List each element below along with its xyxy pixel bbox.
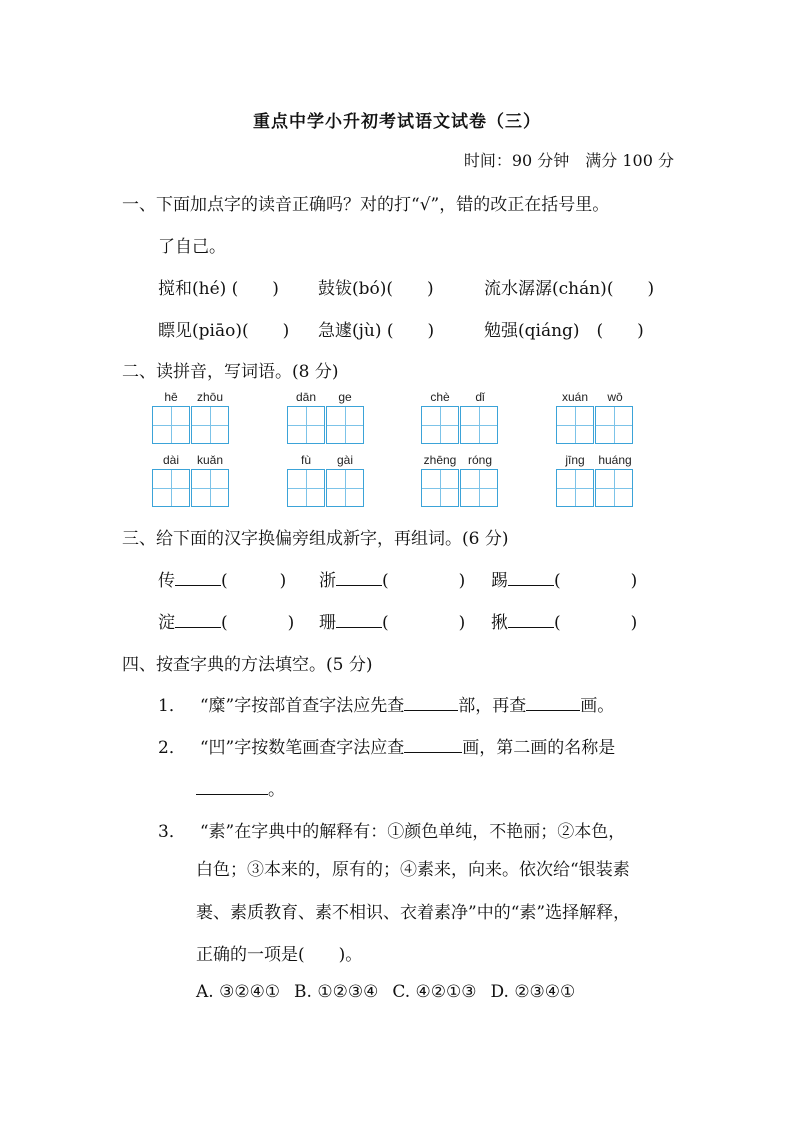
writing-box[interactable] xyxy=(421,406,459,444)
pinyin: zhēng xyxy=(423,453,457,467)
q4-item-3-line3: 裹、素质教育、素不相识、衣着素净”中的“素”选择解释， xyxy=(196,903,631,923)
q4-item-3-line4: 正确的一项是( )。 xyxy=(196,945,363,965)
writing-box[interactable] xyxy=(421,469,459,507)
q1-item-5: 急遽(jù) ( ) xyxy=(318,321,435,341)
pinyin: jīng xyxy=(565,453,585,467)
writing-box[interactable] xyxy=(460,406,498,444)
writing-box[interactable] xyxy=(152,469,190,507)
writing-box[interactable] xyxy=(287,469,325,507)
q2-heading: 二、读拼音，写词语。(8 分) xyxy=(122,362,339,382)
pinyin: fù xyxy=(300,453,311,467)
pinyin: huáng xyxy=(598,453,632,467)
item-number: 3． xyxy=(158,822,186,842)
answer-blank[interactable] xyxy=(175,613,221,628)
pinyin: ge xyxy=(338,390,352,404)
q3-item: 传 ( ) xyxy=(158,571,287,591)
item-text: “糜”字按部首查字法应先查 xyxy=(199,696,405,716)
answer-blank[interactable] xyxy=(175,571,221,586)
writing-box[interactable] xyxy=(152,406,190,444)
pinyin: kuǎn xyxy=(196,453,224,467)
answer-blank[interactable] xyxy=(404,696,458,711)
q3-heading: 三、给下面的汉字换偏旁组成新字，再组词。(6 分) xyxy=(122,529,509,549)
writing-box[interactable] xyxy=(287,406,325,444)
pinyin: dān xyxy=(295,390,317,404)
item-text: 部，再查 xyxy=(458,696,527,716)
answer-blank[interactable] xyxy=(336,613,382,628)
answer-blank[interactable] xyxy=(508,571,554,586)
q3-char: 踢 xyxy=(491,571,508,591)
answer-blank[interactable] xyxy=(336,571,382,586)
q3-item: 揪 ( ) xyxy=(491,613,638,633)
item-text: “素”在字典中的解释有：①颜色单纯，不艳丽；②本色， xyxy=(199,822,626,842)
q1-heading: 一、下面加点字的读音正确吗？对的打“√”，错的改正在括号里。 xyxy=(122,195,610,215)
q1-item-6: 勉强(qiáng) ( ) xyxy=(484,321,644,341)
q4-item-2-cont xyxy=(196,775,285,800)
pinyin: xuán xyxy=(561,390,589,404)
q4-options xyxy=(196,982,575,1002)
writing-box[interactable] xyxy=(556,469,594,507)
answer-blank[interactable] xyxy=(404,738,462,753)
writing-box[interactable] xyxy=(595,469,633,507)
writing-box[interactable] xyxy=(326,469,364,507)
item-number: 1． xyxy=(158,696,186,716)
pinyin: dài xyxy=(162,453,179,467)
option-b[interactable]: B. ①②③④ xyxy=(294,982,379,1002)
q3-item: 踢 ( ) xyxy=(491,571,638,591)
answer-blank[interactable] xyxy=(196,780,268,795)
item-text: 画。 xyxy=(580,696,615,716)
pinyin: hē xyxy=(164,390,178,404)
writing-box[interactable] xyxy=(191,469,229,507)
q4-item-3-line2: 白色；③本来的，原有的；④素来，向来。依次给“银装素 xyxy=(196,860,630,880)
q4-item-1 xyxy=(158,691,614,716)
writing-box[interactable] xyxy=(595,406,633,444)
option-d[interactable]: D. ②③④① xyxy=(490,982,576,1002)
writing-box[interactable] xyxy=(460,469,498,507)
pinyin: gài xyxy=(336,453,353,467)
page-title: 重点中学小升初考试语文试卷（三） xyxy=(253,112,541,132)
answer-blank[interactable] xyxy=(508,613,554,628)
item-text: 画，第二画的名称是 xyxy=(462,738,616,758)
q1-item-2: 鼓钹(bó)( ) xyxy=(318,279,434,299)
q3-item: 珊 ( ) xyxy=(319,613,466,633)
pinyin: chè xyxy=(430,390,450,404)
option-a[interactable]: A. ③②④① xyxy=(196,982,281,1002)
q4-heading: 四、按查字典的方法填空。(5 分) xyxy=(122,655,373,675)
item-number: 2． xyxy=(158,738,186,758)
time-info: 时间：90 分钟 满分 100 分 xyxy=(463,151,674,170)
answer-blank[interactable] xyxy=(526,696,580,711)
q3-item: 淀 ( ) xyxy=(158,613,295,633)
item-text: 。 xyxy=(268,780,285,800)
pinyin: róng xyxy=(467,453,493,467)
pinyin: zhōu xyxy=(196,390,224,404)
q3-char: 珊 xyxy=(319,613,336,633)
q1-example: 了自己。 xyxy=(158,237,226,257)
pinyin: wō xyxy=(607,390,623,404)
q1-item-3: 流水潺潺(chán)( ) xyxy=(484,279,655,299)
q3-char: 浙 xyxy=(319,571,336,591)
item-text: “凹”字按数笔画查字法应查 xyxy=(199,738,405,758)
q3-char: 揪 xyxy=(491,613,508,633)
writing-box[interactable] xyxy=(326,406,364,444)
q3-char: 传 xyxy=(158,571,175,591)
writing-box[interactable] xyxy=(191,406,229,444)
option-c[interactable]: C. ④②①③ xyxy=(392,982,477,1002)
writing-box[interactable] xyxy=(556,406,594,444)
q1-item-4: 瞟见(piāo)( ) xyxy=(158,321,290,341)
q4-item-3-line1 xyxy=(158,817,625,842)
q4-item-2 xyxy=(158,733,615,758)
pinyin: dǐ xyxy=(475,390,485,404)
q3-item: 浙 ( ) xyxy=(319,571,466,591)
q3-char: 淀 xyxy=(158,613,175,633)
q1-item-1: 搅和(hé) ( ) xyxy=(158,279,279,299)
